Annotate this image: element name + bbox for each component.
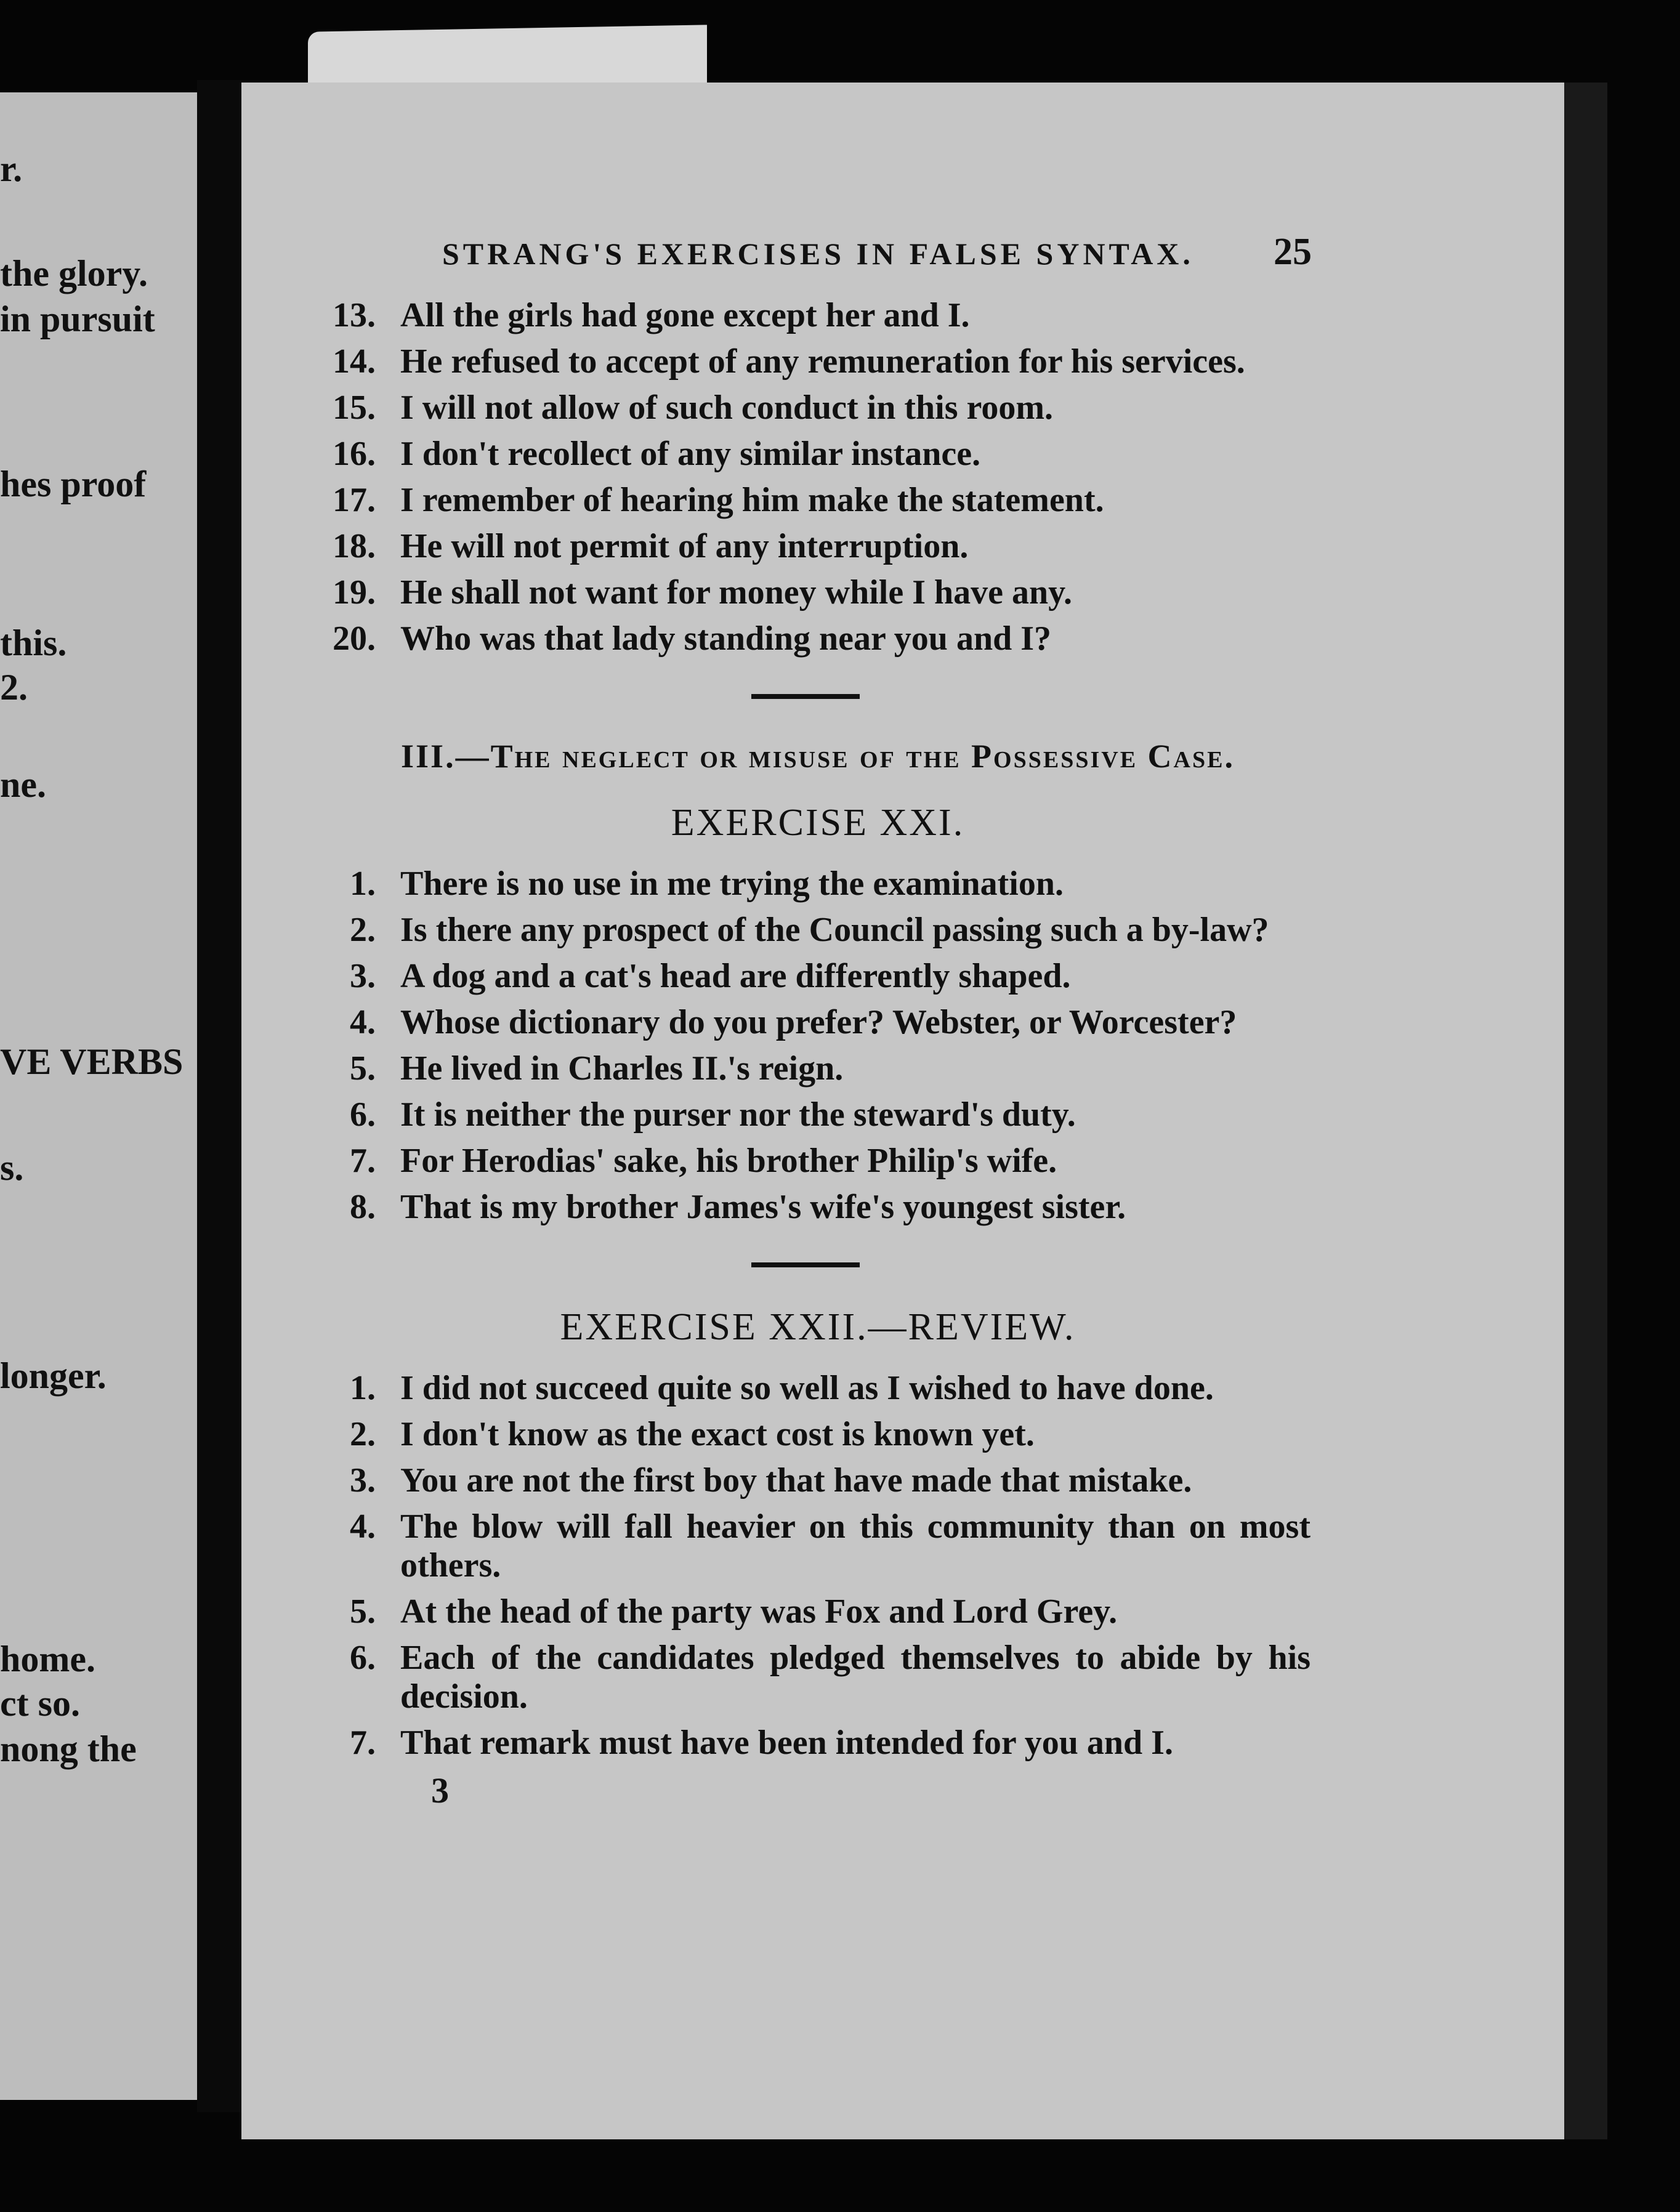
list-item [301,1049,1310,1088]
left-page-text: 2. [0,667,28,708]
item-number: 3. [350,957,376,995]
page-edge [1564,83,1607,2139]
left-page-text: nong the [0,1729,137,1769]
item-number: 5. [350,1592,376,1631]
item-number: 17. [333,481,376,519]
item-text: He shall not want for money while I have any. [400,573,1073,612]
list-item [301,1003,1310,1042]
item-text: A dog and a cat's head are differently shaped. [400,957,1071,995]
item-number: 4. [350,1508,376,1546]
item-number: 18. [333,527,376,565]
left-page-text: hes proof [0,464,147,504]
item-text: Whose dictionary do you prefer? Webster, or Worcester? [400,1003,1237,1041]
item-text: I will not allow of such conduct in this room. [400,389,1053,427]
item-text: You are not the first boy that have made that mistake. [400,1461,1192,1500]
left-page-fragment [0,92,197,2100]
item-number: 1. [350,865,376,903]
item-text: Who was that lady standing near you and I? [400,620,1052,658]
left-page-text: VE VERBS [0,1041,184,1082]
list-item [301,865,1310,903]
item-text: At the head of the party was Fox and Lord Grey. [400,1592,1118,1631]
list-item [301,1461,1310,1500]
list-item [301,1188,1310,1227]
item-text: I remember of hearing him make the statement. [400,481,1104,519]
item-text: Is there any prospect of the Council passing such a by-law? [400,911,1269,949]
item-text: There is no use in me trying the examination. [400,865,1064,903]
item-number: 5. [350,1049,376,1088]
list-item [301,1369,1310,1408]
item-number: 16. [333,435,376,473]
book-page [241,83,1564,2139]
list-item [301,620,1310,658]
item-text: For Herodias' sake, his brother Philip's wife. [400,1142,1057,1180]
item-number: 14. [333,342,376,381]
left-page-text: s. [0,1147,24,1188]
list-item [301,389,1310,427]
list-item [301,1508,1310,1585]
list-item [301,527,1310,566]
item-number: 7. [350,1142,376,1180]
section-heading: III.—The neglect or misuse of the Possessive Case. [401,738,1235,775]
section-divider [751,1262,860,1267]
item-text: He will not permit of any interruption. [400,527,969,565]
list-item [301,435,1310,474]
item-text: All the girls had gone except her and I. [400,296,970,334]
list-item [301,1592,1310,1631]
left-page-text: r. [0,148,23,189]
item-text: He lived in Charles II.'s reign. [400,1049,844,1088]
item-text: That is my brother James's wife's youngest sister. [400,1188,1126,1226]
list-item [301,481,1310,520]
list-item [301,957,1310,996]
left-page-text: in pursuit [0,299,155,339]
item-text: I don't know as the exact cost is known yet. [400,1415,1035,1453]
item-text: It is neither the purser nor the steward's duty. [400,1096,1076,1134]
item-number: 3. [350,1461,376,1500]
item-number: 8. [350,1188,376,1226]
item-number: 20. [333,620,376,658]
item-number: 13. [333,296,376,334]
left-page-text: longer. [0,1355,107,1396]
item-text: The blow will fall heavier on this community than on most others. [400,1508,1310,1584]
item-number: 2. [350,911,376,949]
left-page-text: the glory. [0,253,148,294]
running-title: STRANG'S EXERCISES IN FALSE SYNTAX. [442,236,1194,271]
item-text: I did not succeed quite so well as I wished to have done. [400,1369,1214,1407]
left-page-text: this. [0,623,67,663]
item-number: 19. [333,573,376,612]
list-item [301,1142,1310,1181]
page-number: 25 [1274,231,1312,273]
page-tab [308,25,707,91]
exercise-list-continued [301,296,1310,658]
list-item [301,1639,1310,1716]
book-gutter [197,80,241,2112]
item-number: 15. [333,389,376,427]
item-number: 1. [350,1369,376,1407]
item-number: 7. [350,1724,376,1762]
page-content [301,230,1310,1811]
exercise-22-title: EXERCISE XXII.—REVIEW. [560,1306,1076,1348]
item-number: 6. [350,1096,376,1134]
running-head [442,230,1312,274]
item-number: 6. [350,1639,376,1677]
list-item [301,296,1310,335]
exercise-22-list [301,1369,1310,1762]
section-divider [751,694,860,699]
item-number: 4. [350,1003,376,1041]
item-text: Each of the candidates pledged themselves to abide by his decision. [400,1639,1310,1716]
left-page-text: ne. [0,764,46,805]
exercise-21-title: EXERCISE XXI. [671,802,965,844]
item-text: That remark must have been intended for you and I. [400,1724,1173,1762]
signature-mark: 3 [431,1770,449,1810]
list-item [301,1415,1310,1454]
list-item [301,342,1310,381]
item-text: I don't recollect of any similar instance. [400,435,981,473]
left-page-text: home. [0,1639,95,1679]
item-number: 2. [350,1415,376,1453]
exercise-21-list [301,865,1310,1227]
item-text: He refused to accept of any remuneration for his services. [400,342,1245,381]
list-item [301,573,1310,612]
list-item [301,1096,1310,1134]
list-item [301,1724,1310,1762]
list-item [301,911,1310,950]
left-page-text: ct so. [0,1683,80,1724]
